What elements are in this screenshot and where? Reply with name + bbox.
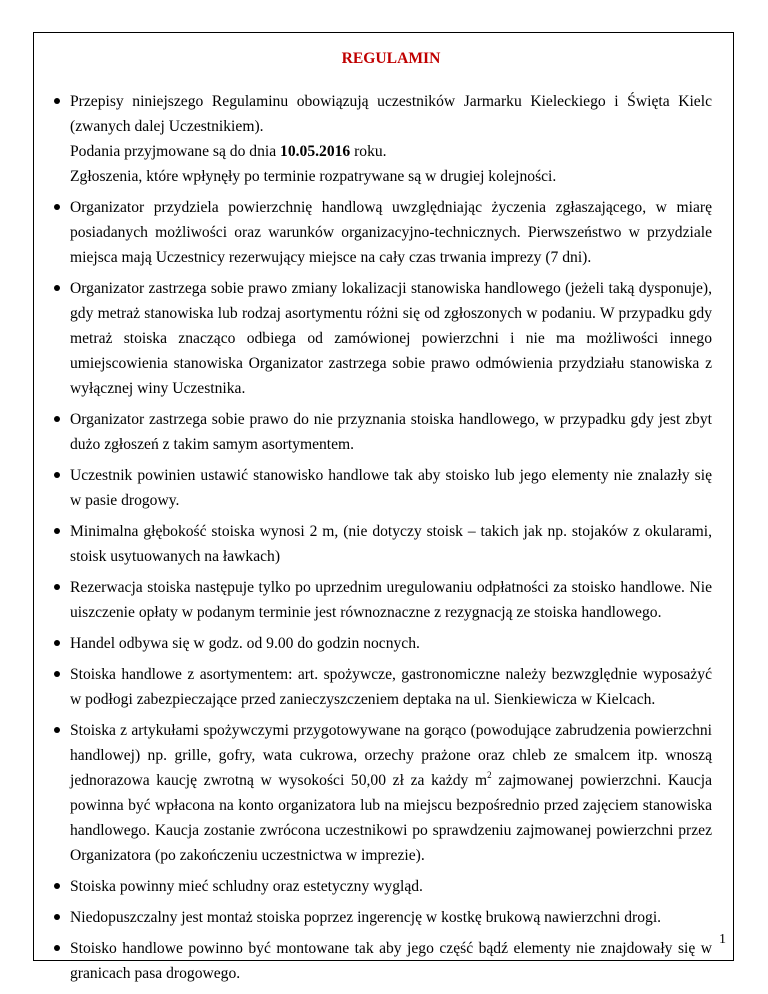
deadline-date: 10.05.2016 [280,143,351,160]
superscript: 2 [487,769,492,780]
rule-text: Organizator przydziela powierzchnię handlową uwzględniając życzenia zgłaszającego, w miarę posiadanych możliwości oraz warunków organizacyjno-technicznych. Pierwszeństwo w przydziale miejsca mają Uczestnicy rezerwujący miejsce na cały czas trwania imprezy (7 dni). [70,199,712,266]
bullet-icon [54,727,60,733]
bullet-icon [54,98,60,104]
rule-item [70,195,712,270]
page-number: 1 [719,932,726,947]
bullet-icon [54,914,60,920]
rule-text: Przepisy niniejszego Regulaminu obowiązują uczestników Jarmarku Kieleckiego i Święta Kielc (zwanych dalej Uczestnikiem). [70,93,712,135]
rule-item [70,463,712,513]
rule-text: Niedopuszczalny jest montaż stoiska poprzez ingerencję w kostkę brukową nawierzchni drogi. [70,909,662,926]
bullet-icon [54,584,60,590]
bullet-icon [54,204,60,210]
bullet-icon [54,285,60,291]
rule-text: Organizator zastrzega sobie prawo zmiany lokalizacji stanowiska handlowego (jeżeli taką dysponuje), gdy metraż stanowiska lub rodzaj asortymentu różni się od zgłoszonych w podaniu. W przypadku gdy metraż stoiska znacząco odbiega od zamówionej powierzchni i nie ma możliwości innego umiejscowienia stanowiska Organizator zastrzega sobie prawo odmówienia przydziału stanowiska z wyłącznej winy Uczestnika. [70,280,712,397]
late-submissions-line: Zgłoszenia, które wpłynęły po terminie rozpatrywane są w drugiej kolejności. [70,168,557,185]
deadline-line: Podania przyjmowane są do dnia 10.05.2016 roku. [70,143,387,160]
rule-item [70,936,712,986]
rule-text: Stoiska handlowe z asortymentem: art. spożywcze, gastronomiczne należy bezwzględnie wyposażyć w podłogi zabezpieczające przed zanieczyszczeniem deptaka na ul. Sienkiewicza w Kielcach. [70,666,712,708]
rule-item [70,874,712,899]
rule-item [70,662,712,712]
rule-item [70,519,712,569]
rule-item [70,905,712,930]
rule-text: Uczestnik powinien ustawić stanowisko handlowe tak aby stoisko lub jego elementy nie znalazły się w pasie drogowy. [70,467,712,509]
bullet-icon [54,640,60,646]
rule-item [70,276,712,401]
rule-item [70,407,712,457]
bullet-icon [54,945,60,951]
bullet-icon [54,671,60,677]
rule-text: Handel odbywa się w godz. od 9.00 do godzin nocnych. [70,635,420,652]
rules-list [70,89,712,986]
bullet-icon [54,883,60,889]
rule-text: Stoiska powinny mieć schludny oraz estetyczny wygląd. [70,878,423,895]
rule-item [70,631,712,656]
rule-item [70,89,712,189]
document-page [70,48,712,992]
bullet-icon [54,528,60,534]
rule-item [70,575,712,625]
rule-text: Minimalna głębokość stoiska wynosi 2 m, (nie dotyczy stoisk – takich jak np. stojaków z okularami, stoisk usytuowanych na ławkach) [70,523,712,565]
rule-text: Stoisko handlowe powinno być montowane tak aby jego część bądź elementy nie znajdowały się w granicach pasa drogowego. [70,940,712,982]
rule-text: Stoiska z artykułami spożywczymi przygotowywane na gorąco (powodujące zabrudzenia powierzchni handlowej) np. grille, gofry, wata cukrowa, orzechy prażone oraz chleb ze smalcem itp. wnoszą jednorazowa kaucję zwrotną w wysokości 50,00 zł za każdy $m^2$ zajmowanej powierzchni. Kaucja powinna być wpłacona na konto organizatora lub na miejscu bezpośrednio przed zajęciem stanowiska handlowego. Kaucja zostanie zwrócona uczestnikowi po sprawdzeniu zajmowanej powierzchni przez Organizatora (po zakończeniu uczestnictwa w imprezie). [70,722,712,864]
rule-item [70,718,712,868]
bullet-icon [54,472,60,478]
bullet-icon [54,416,60,422]
rule-text: Organizator zastrzega sobie prawo do nie przyznania stoiska handlowego, w przypadku gdy jest zbyt dużo zgłoszeń z takim samym asortymentem. [70,411,712,453]
rule-text: Rezerwacja stoiska następuje tylko po uprzednim uregulowaniu odpłatności za stoisko handlowe. Nie uiszczenie opłaty w podanym terminie jest równoznaczne z rezygnacją ze stoiska handlowego. [70,579,712,621]
document-title: REGULAMIN [341,50,441,67]
